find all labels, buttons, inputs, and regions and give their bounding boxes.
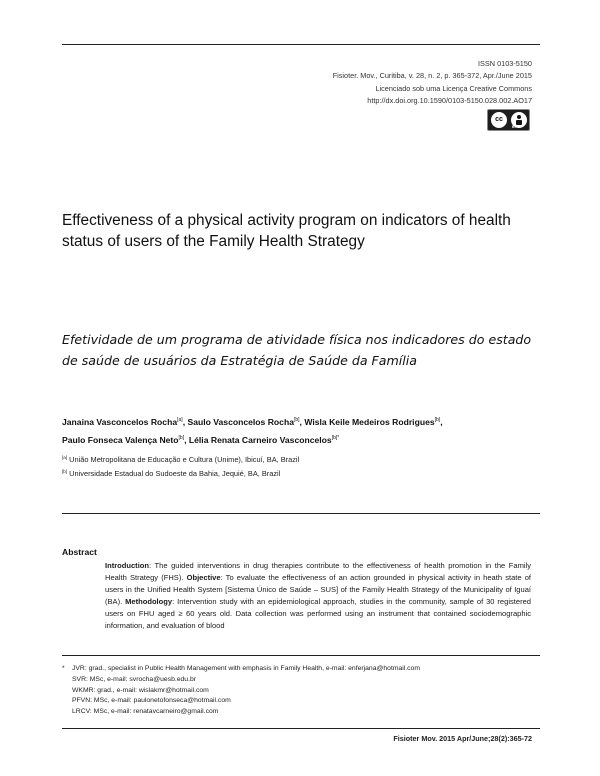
author-affiliation-mark: [b]	[434, 417, 441, 423]
by-label: BY	[512, 125, 517, 129]
abstract-heading: Abstract	[62, 547, 97, 557]
article-title-portuguese: Efetividade de um programa de atividade física nos indicadores do estado de saúde de usuários da Estratégia de Saúde da Família	[62, 332, 532, 368]
article-title-english: Effectiveness of a physical activity program on indicators of health status of users of the Family Health Strategy	[62, 212, 511, 250]
issn: ISSN 0103-5150	[478, 59, 532, 68]
author-name: Janaina Vasconcelos Rocha	[62, 417, 178, 427]
footnote-item: PFVN: MSc, e-mail: paulonetofonseca@hotmail.com	[72, 697, 231, 705]
affiliation-list	[62, 452, 542, 479]
citation: Fisioter. Mov., Curitiba, v. 28, n. 2, p. 365-372, Apr./June 2015	[332, 71, 532, 81]
footnote-item: LRCV: MSc, e-mail: renatavcarneiro@gmail.com	[72, 708, 219, 716]
top-rule	[62, 44, 540, 45]
affiliation-item: [b] Universidade Estadual do Sudoeste da Bahia, Jequié, BA, Brazil	[62, 468, 281, 478]
intro-label: Introduction	[105, 561, 150, 570]
author-affiliation-mark: [a]	[177, 417, 183, 423]
license-text: Licenciado sob uma Licença Creative Commons	[375, 83, 532, 93]
objective-label: Objective	[186, 573, 221, 583]
abstract-body: Introduction: The guided interventions in drug therapies contribute to the effectiveness of health promotion in the Family Health Strategy (FHS). Objective: To evaluate the effectiveness of an action grounded in physical activity in heath state of users in the Unified Health System [Sistema Único de Saúde – SUS] of the Family Health Strategy of the Municipality of Iguaí (BA). Methodology: Intervention study with an epidemiological approach, studies in the community, sample of 30 registered users on FHU aged ≥ 60 years old. Data collection was performed using an instrument that contained sociodemographic information, and evaluation of blood	[105, 561, 531, 631]
footer-rule	[62, 728, 540, 729]
author-list: Janaina Vasconcelos Rocha[a], Saulo Vasconcelos Rocha[b], Wisla Keile Medeiros Rodrigues[b], Paulo Fonseca Valença Neto[b], Lélia Renata Carneiro Vasconcelos$^{[b]*}$	[62, 417, 443, 445]
footnote-item: * JVR: grad., specialist in Public Health Management with emphasis in Family Health, e-mail: enferjana@hotmail.com	[62, 665, 421, 672]
author-name: Saulo Vasconcelos Rocha	[187, 417, 294, 427]
footnote-item: SVR: MSc, e-mail: svrocha@uesb.edu.br	[72, 675, 197, 683]
cc-icon: cc	[491, 112, 507, 128]
author-affiliation-mark: [b]	[178, 435, 185, 441]
author-affiliation-mark: [b]	[293, 417, 300, 423]
journal-metadata	[333, 58, 532, 107]
affiliation-item: [a] União Metropolitana de Educação e Cultura (Unime), Ibicuí, BA, Brazil	[62, 455, 300, 464]
creative-commons-badge[interactable]	[487, 109, 530, 131]
doi-link[interactable]: http://dx.doi.org.10.1590/0103-5150.028.002.AO17	[367, 95, 532, 105]
author-name: Wisla Keile Medeiros Rodrigues	[304, 417, 435, 427]
footnote-item: WKMR: grad., e-mail: wislakmr@hotmail.com	[72, 686, 209, 694]
footer-citation: Fisioter Mov. 2015 Apr/June;28(2):365-72	[393, 734, 532, 743]
footnote-rule	[62, 655, 540, 656]
author-affiliation-mark: [b]*	[331, 435, 340, 441]
author-name: Lélia Renata Carneiro Vasconcelos	[188, 435, 332, 445]
section-rule	[62, 513, 540, 514]
author-footnotes	[62, 664, 532, 718]
author-name: Paulo Fonseca Valença Neto	[62, 435, 179, 445]
methodology-label: Methodology	[125, 597, 173, 607]
page-footer	[393, 734, 532, 743]
